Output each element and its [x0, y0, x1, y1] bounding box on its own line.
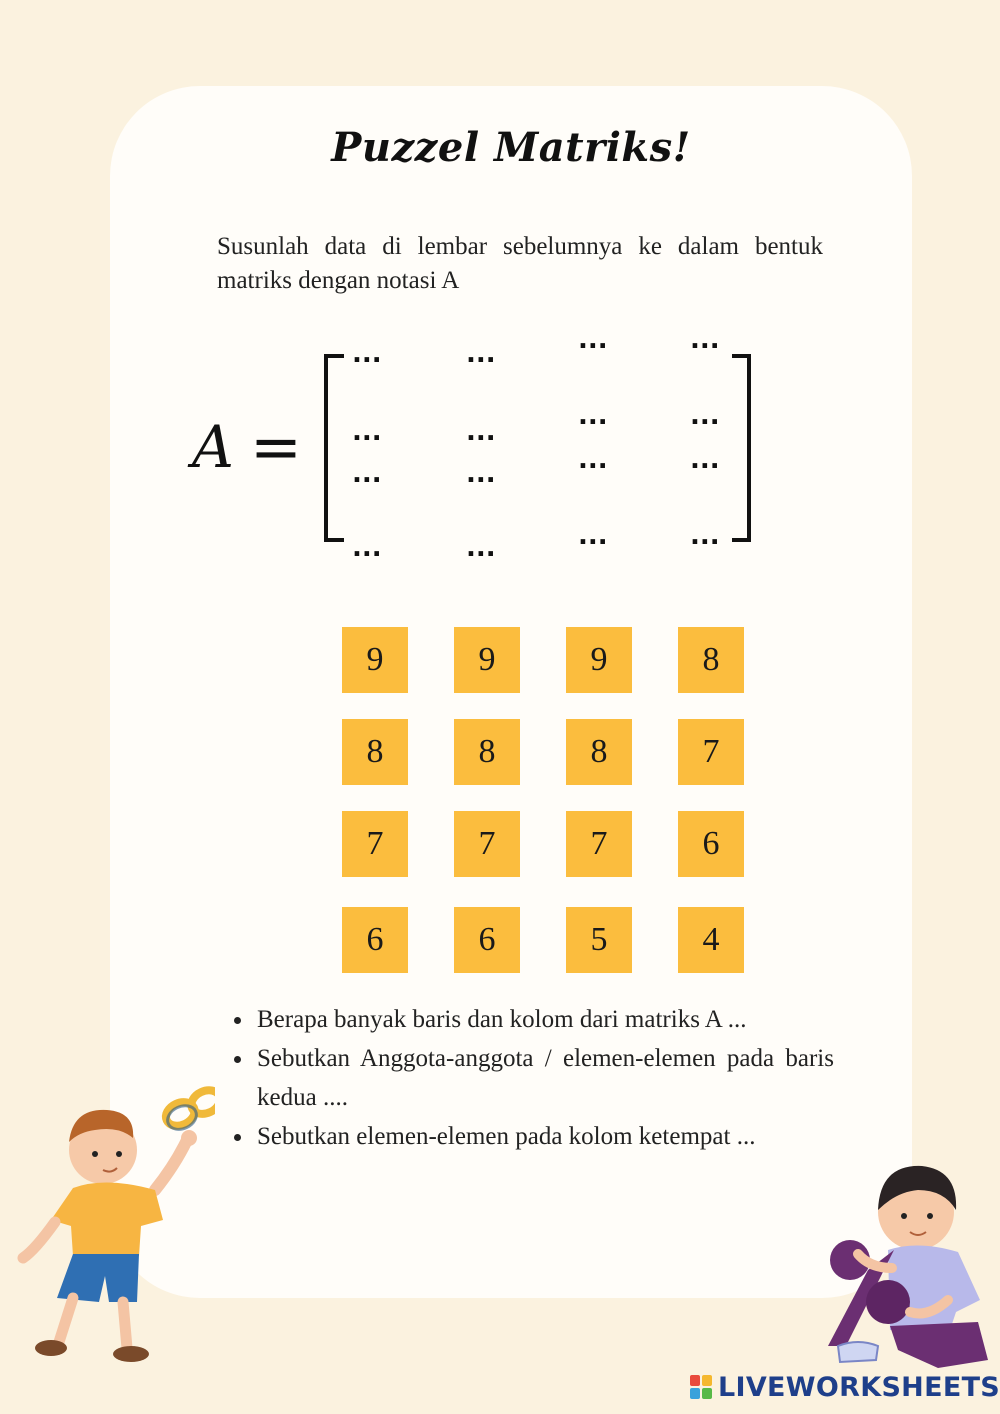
matrix-placeholder: ... — [466, 533, 496, 563]
matrix-placeholder: ... — [352, 533, 382, 563]
number-tile[interactable]: 8 — [566, 719, 632, 785]
matrix-placeholder: ... — [690, 401, 720, 431]
number-tile[interactable]: 9 — [454, 627, 520, 693]
number-tile[interactable]: 7 — [454, 811, 520, 877]
instruction-text: Susunlah data di lembar sebelumnya ke dalam bentuk matriks dengan notasi A — [217, 233, 823, 294]
matrix-placeholder: ... — [578, 521, 608, 551]
number-tile[interactable]: 8 — [454, 719, 520, 785]
number-tile[interactable]: 7 — [342, 811, 408, 877]
number-tiles — [342, 627, 744, 973]
liveworksheets-logo-icon — [690, 1375, 712, 1399]
matrix-placeholder: ... — [352, 339, 382, 369]
number-tile[interactable]: 5 — [566, 907, 632, 973]
number-tile[interactable]: 9 — [342, 627, 408, 693]
boy-with-percent-illustration — [818, 1150, 998, 1380]
number-tile[interactable]: 6 — [454, 907, 520, 973]
matrix-placeholder: ... — [690, 521, 720, 551]
matrix-placeholder: ... — [466, 417, 496, 447]
equals-sign: = — [250, 410, 302, 483]
boy-with-infinity-illustration — [15, 1080, 215, 1370]
number-tile[interactable]: 4 — [678, 907, 744, 973]
question-list — [232, 1000, 834, 1156]
brand-name: LIVEWORKSHEETS — [718, 1371, 1000, 1403]
matrix-placeholder: ... — [352, 417, 382, 447]
matrix-placeholder: ... — [690, 445, 720, 475]
matrix-name: A — [192, 413, 234, 481]
matrix-placeholder: ... — [578, 445, 608, 475]
page-title: Puzzel Matriks! — [331, 124, 691, 171]
matrix-placeholder: ... — [690, 325, 720, 355]
question-item: Sebutkan elemen-elemen pada kolom ketempat ... — [232, 1117, 834, 1156]
question-item: Berapa banyak baris dan kolom dari matriks A ... — [232, 1000, 834, 1039]
number-tile[interactable]: 8 — [678, 627, 744, 693]
matrix-placeholder: ... — [352, 459, 382, 489]
number-tile[interactable]: 9 — [566, 627, 632, 693]
matrix-placeholder: ... — [578, 401, 608, 431]
number-tile[interactable]: 6 — [678, 811, 744, 877]
number-tile[interactable]: 7 — [566, 811, 632, 877]
question-item: Sebutkan Anggota-anggota / elemen-elemen pada baris kedua .... — [232, 1039, 834, 1117]
number-tile[interactable]: 8 — [342, 719, 408, 785]
matrix-placeholder: ... — [466, 459, 496, 489]
liveworksheets-brand[interactable] — [690, 1370, 1000, 1404]
number-tile[interactable]: 7 — [678, 719, 744, 785]
number-tile[interactable]: 6 — [342, 907, 408, 973]
matrix-placeholder: ... — [466, 339, 496, 369]
matrix-placeholder: ... — [578, 325, 608, 355]
